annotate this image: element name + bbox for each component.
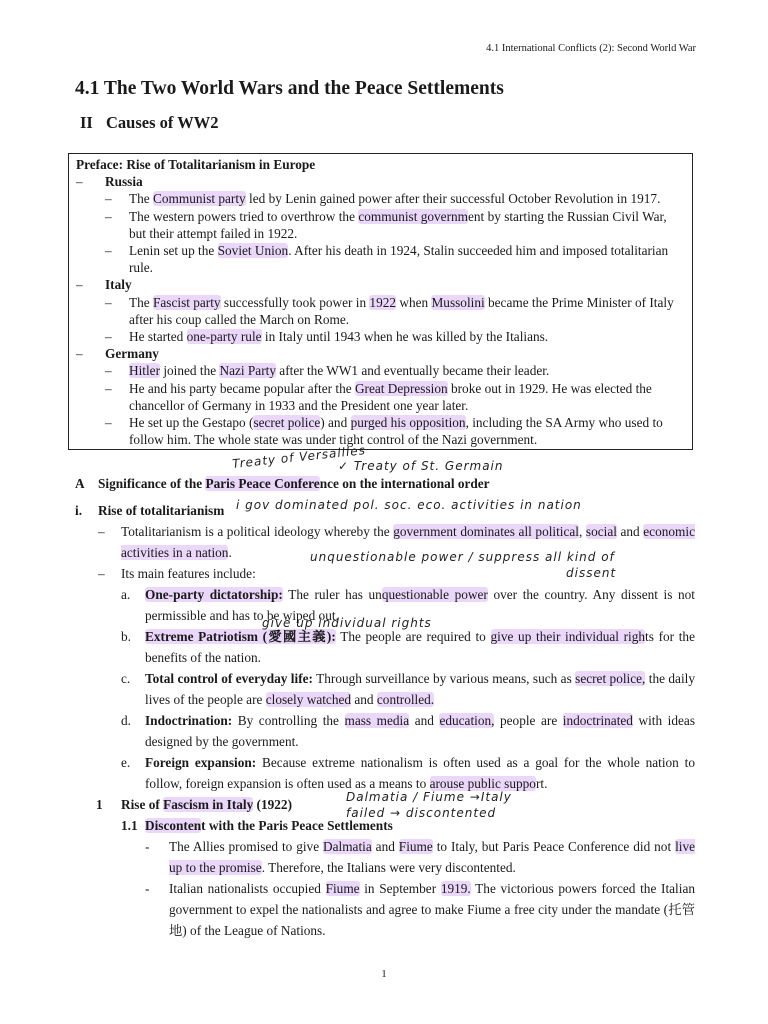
feature-item: b. Extreme Patriotism (愛國主義): The people are required to give up their individual rights for the benefits of the nation. (121, 629, 695, 665)
highlight: Dalmatia (323, 839, 372, 854)
country-name: Germany (105, 346, 159, 362)
highlight: economic activities in a nation (121, 524, 695, 560)
highlight: Fascist party (153, 294, 221, 310)
handwritten-note: i gov dominated pol. soc. eco. activities in nation (236, 498, 582, 512)
russia-point-3: – Lenin set up the Soviet Union. After his death in 1924, Stalin succeeded him and imposed totalitarian rule. (105, 243, 669, 276)
handwritten-note: unquestionable power / suppress all kind of (310, 550, 615, 564)
country-name: Italy (105, 277, 132, 293)
highlight: give up their individual righ (490, 629, 646, 644)
highlight: Fiume (398, 839, 433, 854)
highlight: purged his opposition (350, 415, 466, 431)
handwritten-note: give up individual rights (262, 616, 432, 630)
page-number: 1 (381, 968, 387, 980)
highlight: Fascism in Italy (163, 797, 254, 812)
definition-paragraph: – Totalitarianism is a political ideology whereby the government dominates all political, social and economic activities in a nation. (98, 524, 695, 560)
feature-item: e. Foreign expansion: Because extreme nationalism is often used as a goal for the whole nation to follow, foreign expansion is often used as a means to arouse public support. (121, 755, 695, 791)
feature-item: d. Indoctrination: By controlling the mass media and education, people are indoctrinated with ideas designed by the government. (121, 713, 695, 749)
section-a-heading: A Significance of the Paris Peace Conference on the international order (75, 476, 490, 491)
highlight: Disconten (145, 818, 202, 833)
features-intro: – Its main features include: (98, 566, 256, 581)
highlight: questionable power (381, 587, 488, 602)
page-title: 4.1 The Two World Wars and the Peace Settlements (75, 78, 504, 99)
running-head: 4.1 International Conflicts (2): Second World War (486, 43, 696, 54)
highlight: Soviet Union (217, 243, 289, 259)
highlight: government dominates all political (393, 524, 579, 539)
highlight: Hitler (129, 363, 161, 379)
subtitle-number: II (80, 113, 93, 132)
bullet-item: - Italian nationalists occupied Fiume in September 1919. The victorious powers forced the Italian government to expel the nationalists and agree to make Fiume a free city under the mandate (托管地) of the League of Nations. (145, 881, 695, 938)
germany-point-2: – He and his party became popular after the Great Depression broke out in 1929. He was elected the chancellor of Germany in 1933 and the President one year later. (105, 380, 652, 413)
highlight: Nazi Party (219, 363, 276, 379)
country-italy: – Italy (76, 277, 132, 293)
highlight: one-party rule (186, 329, 262, 345)
highlight: communist governm (358, 208, 468, 224)
highlight: Great Depression (354, 380, 448, 396)
feature-item: a. One-party dictatorship: The ruler has unquestionable power over the country. Any dissent is not permissible and has to be wiped out. (121, 587, 696, 623)
handwritten-note: Treaty of Versailles (231, 443, 367, 471)
highlight: secret police (253, 415, 321, 431)
handwritten-note: dissent (566, 566, 617, 580)
highlight: 1919. (440, 881, 471, 896)
main-content (75, 445, 695, 941)
highlight: indoctrinated (562, 713, 633, 728)
russia-point-1: – The Communist party led by Lenin gained power after their successful October Revolution in 1917. (105, 191, 661, 207)
bullet-item: - The Allies promised to give Dalmatia and Fiume to Italy, but Paris Peace Conference did not live up to the promise. Therefore, the Italians were very discontented. (145, 839, 696, 875)
handwritten-note: failed → discontented (346, 806, 497, 820)
section-1-heading: 1 Rise of Fascism in Italy (1922) (96, 797, 293, 812)
country-germany: – Germany (76, 346, 159, 362)
highlight: controlled. (376, 692, 435, 707)
handwritten-note: Dalmatia / Fiume →Italy (346, 790, 512, 804)
highlight: 1922 (369, 294, 397, 310)
germany-point-3: – He set up the Gestapo (secret police) and purged his opposition, including the SA Army who used to follow him. The whole state was under tight control of the Nazi government. (105, 415, 663, 448)
italy-point-1: – The Fascist party successfully took power in 1922 when Mussolini became the Prime Minister of Italy after his coup called the March on Rome. (105, 294, 674, 327)
section-1-1-heading: 1.1 Discontent with the Paris Peace Settlements (121, 818, 393, 833)
country-name: Russia (105, 174, 143, 190)
country-russia: – Russia (76, 174, 143, 190)
highlight: Mussolini (431, 294, 485, 310)
highlight: Paris Peace Confere (205, 476, 320, 491)
preface-box (68, 153, 693, 450)
italy-point-2: – He started one-party rule in Italy until 1943 when he was killed by the Italians. (105, 329, 549, 345)
highlight: education, (439, 713, 495, 728)
preface-title: Preface: Rise of Totalitarianism in Europe (76, 157, 316, 172)
highlight: Communist party (153, 191, 246, 207)
highlight: social (585, 524, 617, 539)
highlight: secret police, (575, 671, 646, 686)
section-subtitle (80, 113, 218, 133)
highlight: live up to the promise (169, 839, 696, 875)
russia-point-2: – The western powers tried to overthrow the communist government by starting the Russian Civil War, but their attempt failed in 1922. (105, 208, 667, 241)
highlight: closely watched (265, 692, 352, 707)
feature-item: c. Total control of everyday life: Through surveillance by various means, such as secret police, the daily lives of the people are closely watched and controlled. (121, 671, 695, 707)
highlight: Fiume (325, 881, 360, 896)
handwritten-note: ✓ Treaty of St. Germain (338, 459, 504, 473)
subtitle-text: Causes of WW2 (106, 113, 219, 132)
section-i-heading: i. Rise of totalitarianism (75, 503, 225, 518)
highlight: mass media (344, 713, 410, 728)
highlight: arouse public suppo (429, 776, 536, 791)
germany-point-1: – Hitler joined the Nazi Party after the WW1 and eventually became their leader. (105, 363, 550, 379)
